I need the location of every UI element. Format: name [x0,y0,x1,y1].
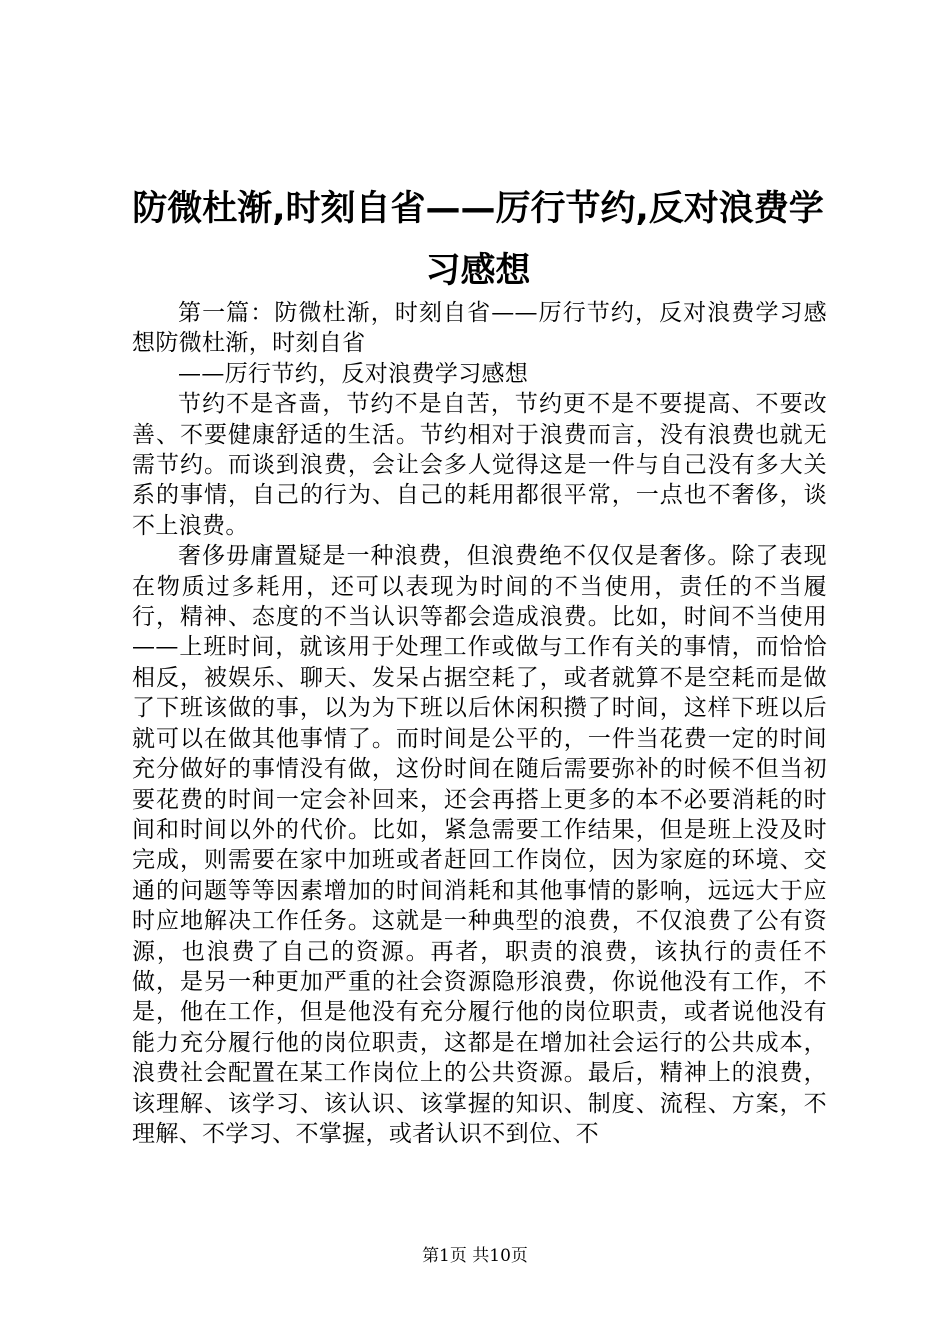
document-title: 防微杜渐,时刻自省——厉行节约,反对浪费学习感想 [132,189,824,291]
page-footer [0,1244,950,1268]
page-number: 第1页 共10页 [422,1246,528,1266]
body-paragraph-1: 第一篇：防微杜渐，时刻自省——厉行节约，反对浪费学习感想防微杜渐，时刻自省 [132,300,827,357]
body-paragraph-3: 节约不是吝啬，节约不是自苦，节约更不是不要提高、不要改善、不要健康舒适的生活。节约相对于浪费而言，没有浪费也就无需节约。而谈到浪费，会让会多人觉得这是一件与自己没有多大关系的事情，自己的行为、自己的耗用都很平常，一点也不奢侈，谈不上浪费。 [132,391,827,539]
body-paragraph-4: 奢侈毋庸置疑是一种浪费，但浪费绝不仅仅是奢侈。除了表现在物质过多耗用，还可以表现为时间的不当使用，责任的不当履行，精神、态度的不当认识等都会造成浪费。比如，时间不当使用——上班时间，就该用于处理工作或做与工作有关的事情，而恰恰相反，被娱乐、聊天、发呆占据空耗了，或者就算不是空耗而是做了下班该做的事，以为为下班以后休闲积攒了时间，这样下班以后就可以在做其他事情了。而时间是公平的，一件当花费一定的时间充分做好的事情没有做，这份时间在随后需要弥补的时候不但当初要花费的时间一定会补回来，还会再搭上更多的本不必要消耗的时间和时间以外的代价。比如，紧急需要工作结果，但是班上没及时完成，则需要在家中加班或者赶回工作岗位，因为家庭的环境、交通的问题等等因素增加的时间消耗和其他事情的影响，远远大于应时应地解决工作任务。这就是一种典型的浪费，不仅浪费了公有资源，也浪费了自己的资源。再者，职责的浪费，该执行的责任不做，是另一种更加严重的社会资源隐形浪费，你说他没有工作，不是，他在工作，但是他没有充分履行他的岗位职责，或者说他没有能力充分履行他的岗位职责，这都是在增加社会运行的公共成本，浪费社会配置在某工作岗位上的公共资源。最后，精神上的浪费，该理解、该学习、该认识、该掌握的知识、制度、流程、方案，不理解、不学习、不掌握，或者认识不到位、不 [132,543,827,1147]
document-body [132,298,827,1149]
body-paragraph-2: ——厉行节约，反对浪费学习感想 [178,360,529,387]
